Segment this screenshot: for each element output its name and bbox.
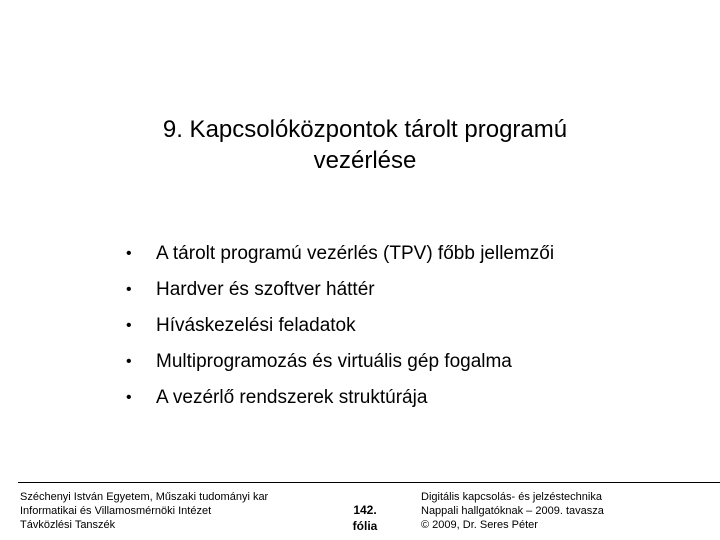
- bullet-list: [126, 236, 554, 416]
- bullet-icon: •: [126, 281, 132, 298]
- bullet-text: Hardver és szoftver háttér: [156, 279, 375, 300]
- bullet-icon: •: [126, 245, 132, 262]
- bullet-icon: •: [126, 317, 132, 334]
- bullet-item: [126, 236, 554, 272]
- footer-left-line-1: Széchenyi István Egyetem, Műszaki tudományi kar: [20, 491, 269, 503]
- footer-institution: [20, 490, 268, 532]
- bullet-item: [126, 308, 554, 344]
- footer-right-line-3: © 2009, Dr. Seres Péter: [421, 519, 538, 531]
- page-label: fólia: [352, 519, 378, 533]
- footer-course: [421, 490, 604, 532]
- bullet-item: [126, 380, 554, 416]
- bullet-text: Híváskezelési feladatok: [156, 315, 356, 336]
- bullet-text: Multiprogramozás és virtuális gép fogalma: [156, 351, 512, 372]
- title-line-1: 9. Kapcsolóközpontok tárolt programú: [162, 116, 568, 143]
- title-line-2: vezérlése: [313, 147, 417, 174]
- footer-divider: [18, 482, 720, 483]
- footer-page-number: [345, 502, 385, 534]
- bullet-text: A vezérlő rendszerek struktúrája: [156, 387, 428, 408]
- footer-left-line-3: Távközlési Tanszék: [20, 519, 116, 531]
- footer-right-line-1: Digitális kapcsolás- és jelzéstechnika: [421, 491, 602, 503]
- bullet-icon: •: [126, 389, 132, 406]
- bullet-item: [126, 344, 554, 380]
- footer-left-line-2: Informatikai és Villamosmérnöki Intézet: [20, 505, 212, 517]
- page-number: 142.: [353, 503, 377, 517]
- bullet-icon: •: [126, 353, 132, 370]
- slide-title: [60, 114, 670, 176]
- footer-right-line-2: Nappali hallgatóknak – 2009. tavasza: [421, 505, 604, 517]
- bullet-item: [126, 272, 554, 308]
- bullet-text: A tárolt programú vezérlés (TPV) főbb jellemzői: [156, 243, 555, 264]
